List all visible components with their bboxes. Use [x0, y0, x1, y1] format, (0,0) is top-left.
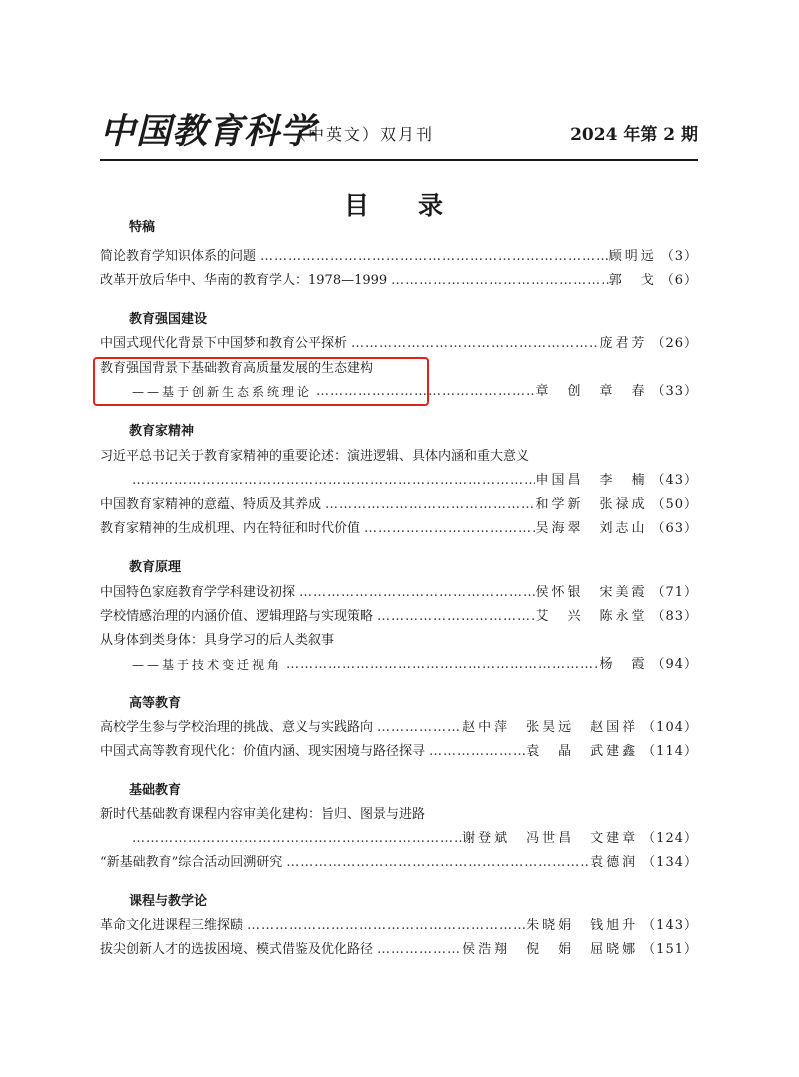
toc-entry[interactable] [100, 742, 698, 762]
entry-title: 中国特色家庭教育学学科建设初探 [100, 585, 296, 600]
entry-page: （114） [642, 744, 698, 759]
entry-title: 教育家精神的生成机理、内在特征和时代价值 [100, 521, 361, 536]
entry-title: 高校学生参与学校治理的挑战、意义与实践路向 [100, 720, 374, 735]
entry-page: （124） [642, 831, 698, 846]
dot-leader [373, 940, 462, 960]
toc-entry[interactable] [100, 631, 698, 651]
entry-authors: 侯浩翔 倪 娟 屈晓娜 [462, 942, 639, 957]
entry-page: （83） [651, 609, 698, 624]
entry-page: （134） [642, 855, 698, 870]
dot-leader [295, 583, 535, 603]
entry-authors: 赵中萍 张昊远 赵国祥 [462, 720, 639, 735]
dot-leader [387, 271, 609, 291]
entry-title: 中国式高等教育现代化：价值内涵、现实困境与路径探寻 [100, 744, 426, 759]
entry-subtitle: ——基于技术变迁视角 [132, 658, 283, 672]
issue-number: 2024 年第 2 期 [570, 125, 698, 145]
entry-page: （71） [651, 585, 698, 600]
entry-page: （104） [642, 720, 698, 735]
dot-leader [425, 742, 526, 762]
entry-title: 习近平总书记关于教育家精神的重要论述：演进逻辑、具体内涵和重大意义 [100, 449, 530, 464]
masthead [100, 112, 698, 156]
entry-title: 简论教育学知识体系的问题 [100, 249, 257, 264]
toc-entry[interactable] [100, 447, 698, 467]
entry-page: （43） [651, 473, 698, 488]
header-rule [100, 159, 698, 161]
entry-title: 拔尖创新人才的选拔困境、模式借鉴及优化路径 [100, 942, 374, 957]
dot-leader [100, 829, 462, 849]
highlight-box [93, 357, 429, 406]
dot-leader [360, 519, 535, 539]
toc-entry[interactable] [100, 247, 698, 267]
dot-leader [373, 607, 535, 627]
entry-page: （33） [651, 384, 698, 399]
entry-authors: 吴海翠 刘志山 [535, 521, 648, 536]
entry-title: 革命文化进课程三维探赜 [100, 918, 244, 933]
entry-authors: 庞君芳 [599, 336, 648, 351]
journal-subtitle: （中英文）双月刊 [290, 125, 435, 144]
entry-title: 从身体到类身体：具身学习的后人类叙事 [100, 633, 335, 648]
entry-authors: 谢登斌 冯世昌 文建章 [462, 831, 639, 846]
entry-authors: 郭 戈 [608, 273, 657, 288]
entry-page: （143） [642, 918, 698, 933]
entry-authors: 朱晓娟 钱旭升 [526, 918, 639, 933]
entry-title: 中国教育家精神的意蕴、特质及其养成 [100, 497, 322, 512]
toc-entry[interactable] [100, 334, 698, 354]
entry-authors: 申国昌 李 楠 [535, 473, 648, 488]
entry-page: （3） [660, 249, 698, 264]
toc-entry[interactable] [100, 271, 698, 291]
dot-leader [282, 853, 590, 873]
toc-entry-continued[interactable] [100, 471, 698, 491]
toc-entry[interactable] [100, 607, 698, 627]
entry-page: （6） [660, 273, 698, 288]
toc-entry[interactable] [100, 495, 698, 515]
dot-leader [373, 718, 462, 738]
entry-subtitle: ——基于创新生态系统理论 [132, 385, 313, 399]
entry-page: （63） [651, 521, 698, 536]
section-heading: 教育强国建设 [129, 312, 208, 327]
toc-entry[interactable] [100, 916, 698, 936]
toc-entry[interactable] [100, 718, 698, 738]
entry-authors: 艾 兴 陈永堂 [535, 609, 648, 624]
entry-title: 改革开放后华中、华南的教育学人：1978—1999 [100, 273, 388, 288]
entry-authors: 袁德润 [590, 855, 639, 870]
entry-title: 中国式现代化背景下中国梦和教育公平探析 [100, 336, 348, 351]
entry-title: 学校情感治理的内涵价值、逻辑理路与实现策略 [100, 609, 374, 624]
entry-title: 教育强国背景下基础教育高质量发展的生态建构 [100, 361, 374, 376]
toc-entry-continued[interactable] [100, 829, 698, 849]
dot-leader [282, 655, 599, 675]
entry-authors: 顾明远 [608, 249, 657, 264]
entry-page: （50） [651, 497, 698, 512]
toc-entry[interactable] [100, 940, 698, 960]
toc-entry[interactable] [100, 519, 698, 539]
toc-entry[interactable] [100, 583, 698, 603]
entry-page: （151） [642, 942, 698, 957]
entry-authors: 侯怀银 宋美霞 [535, 585, 648, 600]
section-heading: 基础教育 [129, 783, 182, 798]
journal-name: 中国教育科学 [100, 111, 317, 152]
entry-authors: 和学新 张禄成 [535, 497, 648, 512]
toc-title: 目 录 [343, 191, 455, 220]
toc-entry[interactable] [100, 853, 698, 873]
entry-authors: 章 创 章 春 [535, 384, 648, 399]
dot-leader [321, 495, 535, 515]
section-heading: 特稿 [129, 220, 156, 235]
entry-authors: 杨 霞 [599, 657, 648, 672]
toc-entry-continued[interactable] [100, 655, 698, 675]
section-heading: 教育家精神 [129, 424, 195, 439]
section-heading: 课程与教学论 [129, 894, 208, 909]
entry-title: 新时代基础教育课程内容审美化建构：旨归、图景与进路 [100, 807, 426, 822]
section-heading: 教育原理 [129, 560, 182, 575]
entry-page: （26） [651, 336, 698, 351]
dot-leader [347, 334, 599, 354]
dot-leader [256, 247, 609, 267]
toc-entry[interactable] [100, 805, 698, 825]
entry-title: “新基础教育”综合活动回溯研究 [100, 855, 283, 870]
section-heading: 高等教育 [129, 696, 182, 711]
entry-authors: 袁 晶 武建鑫 [526, 744, 639, 759]
entry-page: （94） [651, 657, 698, 672]
dot-leader [100, 471, 535, 491]
dot-leader [243, 916, 526, 936]
